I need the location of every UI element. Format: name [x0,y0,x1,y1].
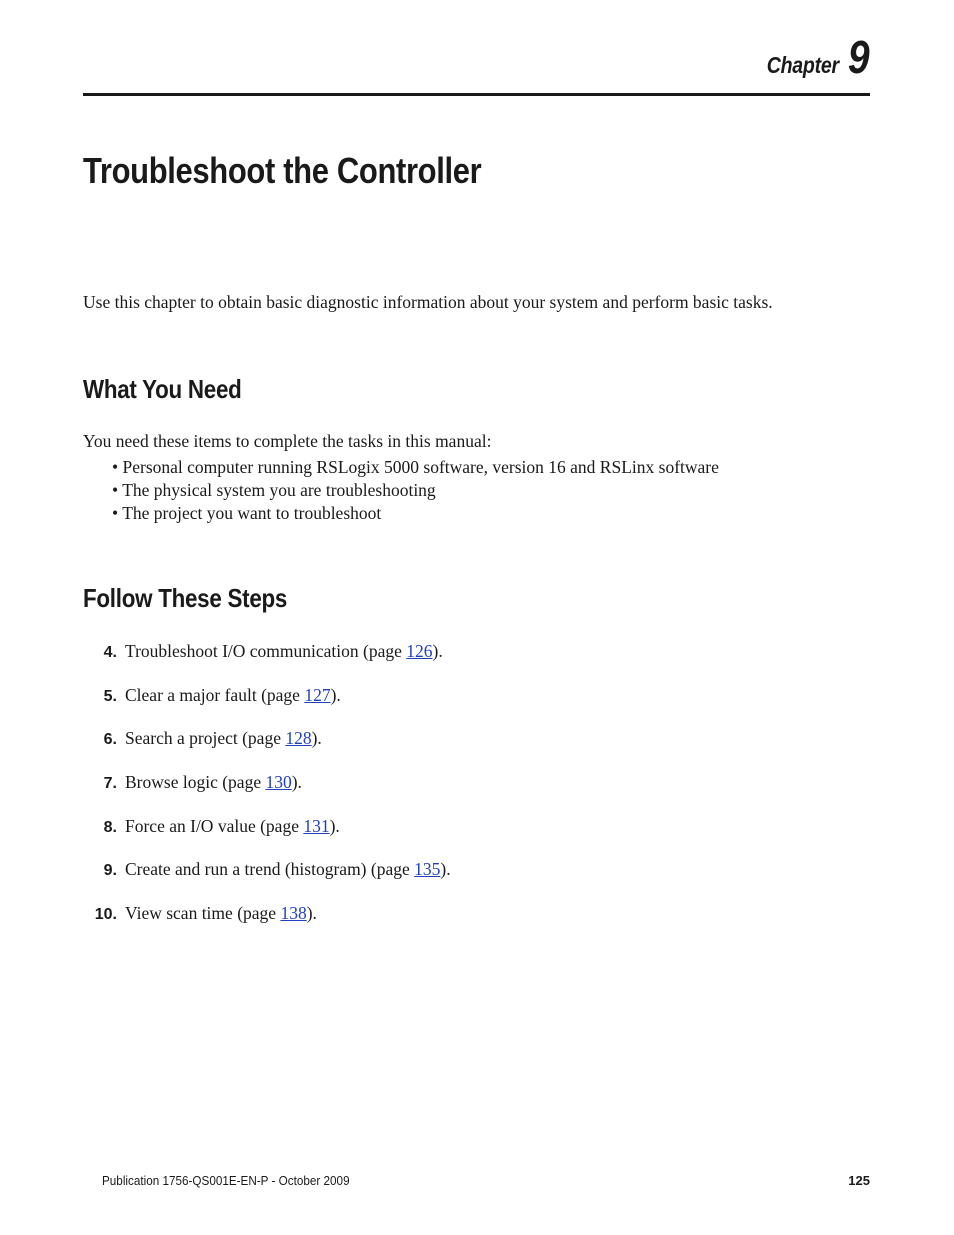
page-ref-suffix: ). [291,772,302,793]
page-ref-prefix: (page [222,772,266,793]
footer-page-number: 125 [848,1173,870,1188]
page-ref-suffix: ). [329,815,340,836]
needs-item-text: The project you want to troubleshoot [122,503,382,523]
chapter-number: 9 [848,31,870,83]
page-ref-suffix: ). [306,903,317,924]
page-ref-suffix: ). [311,728,322,749]
step-text: View scan time [125,903,233,924]
needs-list-item [112,502,719,525]
page-ref-prefix: (page [237,903,281,924]
step-number: 8. [103,818,117,836]
intro-paragraph: Use this chapter to obtain basic diagnostic information about your system and perform basic tasks. [83,292,773,312]
step-item [83,684,451,728]
section-heading-follow-steps: Follow These Steps [83,583,288,613]
section-heading-what-you-need: What You Need [83,374,242,404]
needs-list-item [112,479,719,502]
step-item [83,858,451,902]
step-item [83,640,451,684]
step-item [83,902,451,946]
step-text: Browse logic [125,772,218,793]
step-number: 7. [103,775,117,793]
page-link[interactable]: 130 [265,772,292,793]
needs-list-item [112,456,719,479]
step-item [83,815,451,859]
page-link[interactable]: 128 [285,728,312,749]
chapter-label: Chapter [766,52,839,78]
step-number: 10. [94,906,117,924]
step-text: Force an I/O value [125,815,256,836]
step-number: 5. [103,687,117,705]
page-ref-prefix: (page [370,859,415,880]
chapter-rule [83,93,870,96]
page-ref-suffix: ). [440,859,451,880]
needs-lead-paragraph: You need these items to complete the tasks in this manual: [83,431,492,451]
needs-item-text: The physical system you are troubleshooting [122,480,436,500]
page-link[interactable]: 131 [303,815,330,836]
bullet-icon: • [112,457,119,477]
page-link[interactable]: 138 [280,903,307,924]
step-text: Clear a major fault [125,684,257,705]
page-ref-suffix: ). [432,641,443,661]
page-link[interactable]: 127 [304,684,331,705]
page-ref-prefix: (page [242,728,286,749]
chapter-header [700,30,870,84]
bullet-icon: • [112,503,119,523]
step-number: 4. [103,644,117,661]
needs-item-text: Personal computer running RSLogix 5000 software, version 16 and RSLinx software [122,457,719,477]
step-text: Create and run a trend (histogram) [125,859,367,880]
page-ref-prefix: (page [363,641,407,661]
step-text: Search a project [125,728,238,749]
step-item [83,727,451,771]
step-item [83,771,451,815]
page-title: Troubleshoot the Controller [83,150,482,191]
page-ref-prefix: (page [261,684,305,705]
step-number: 9. [103,862,117,880]
steps-list [83,640,451,946]
bullet-icon: • [112,480,119,500]
page-ref-prefix: (page [260,815,304,836]
step-number: 6. [103,731,117,749]
needs-list [112,456,719,525]
footer-publication: Publication 1756-QS001E-EN-P - October 2009 [102,1173,350,1188]
step-text: Troubleshoot I/O communication [125,641,359,661]
page-link[interactable]: 135 [414,859,441,880]
page-ref-suffix: ). [330,684,341,705]
page-link[interactable]: 126 [406,641,433,661]
